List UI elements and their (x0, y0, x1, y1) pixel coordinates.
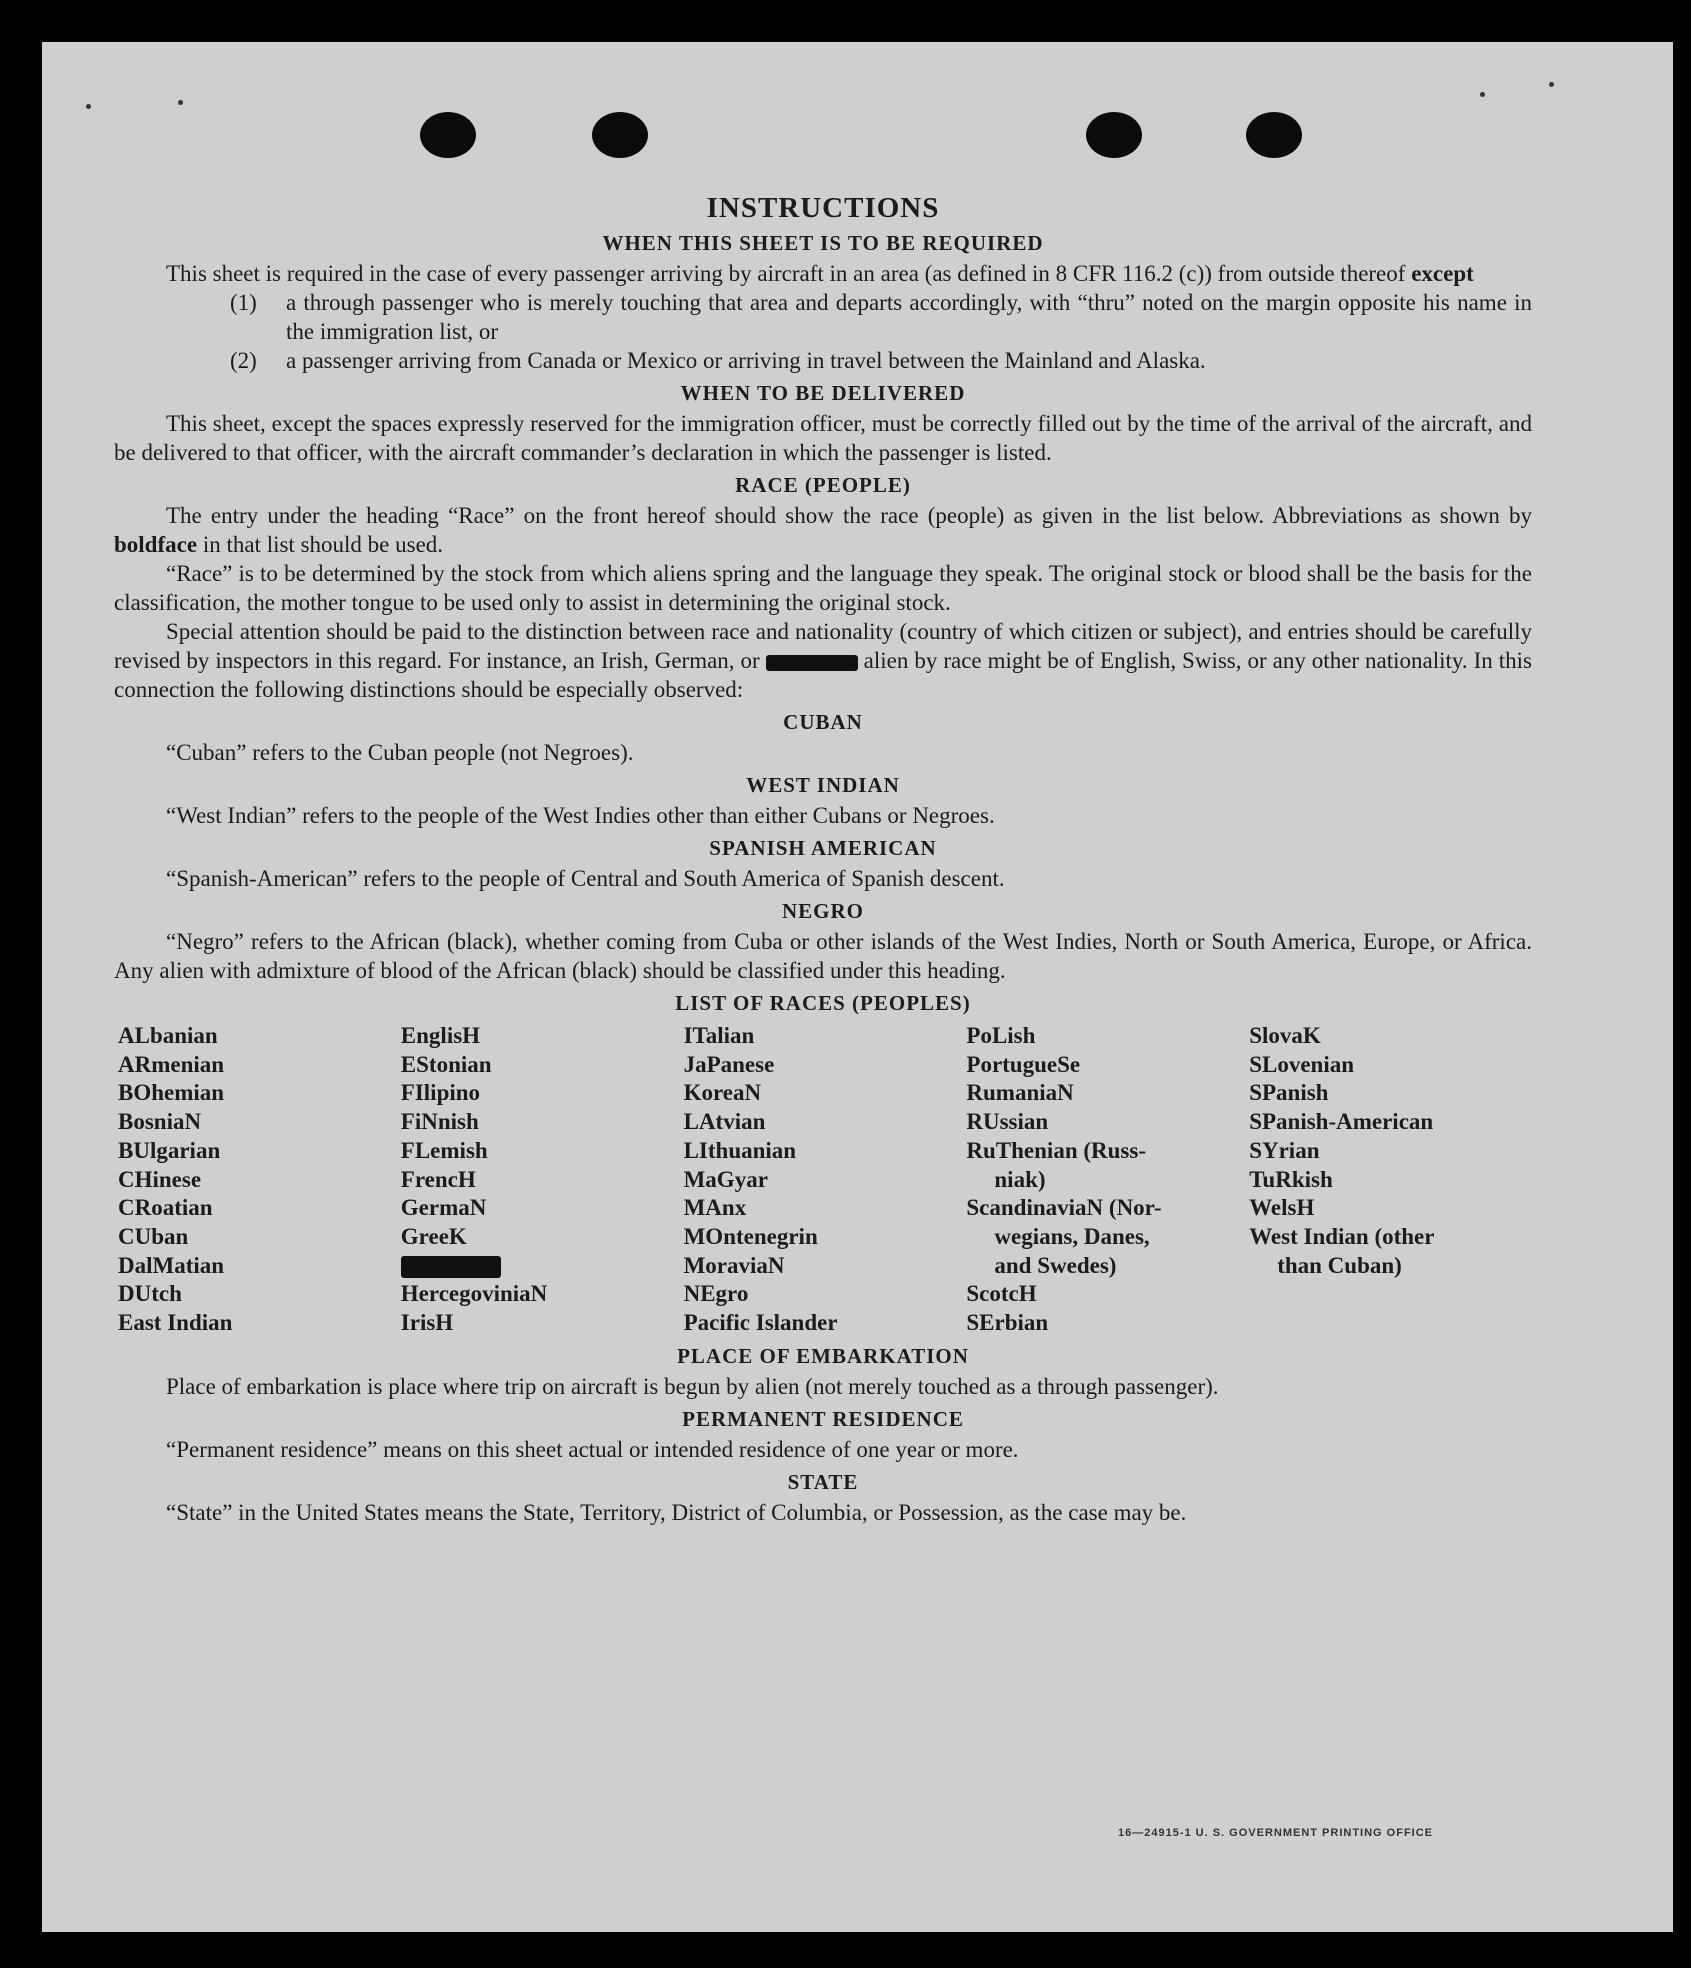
race-entry: EnglisH (400, 1023, 481, 1048)
item-number: (2) (230, 348, 257, 373)
race-entry: BosniaN (118, 1109, 202, 1135)
heading-negro: NEGRO (781, 899, 864, 923)
race-paragraph-1 (114, 501, 1532, 559)
except-bold: except (1411, 261, 1474, 286)
instructions-body (114, 192, 1532, 1527)
west-indian-paragraph: “West Indian” refers to the people of the West Indies other than either Cubans or Negroes. (166, 803, 995, 828)
punch-hole (420, 112, 476, 158)
race-entry: BOhemian (118, 1080, 225, 1106)
race-entry: LIthuanian (683, 1137, 797, 1163)
race-entry: RUssian (966, 1109, 1049, 1135)
document-sheet (42, 42, 1673, 1932)
printer-imprint: 16—24915-1 U. S. GOVERNMENT PRINTING OFFICE (1118, 1827, 1434, 1839)
punch-hole (592, 112, 648, 158)
race-entry: GreeK (400, 1223, 467, 1249)
race-entry: wegians, Danes, (994, 1223, 1150, 1249)
race-paragraph-3 (114, 617, 1532, 704)
race-entry: MaGyar (683, 1166, 768, 1192)
race-entry: West Indian (other (1249, 1223, 1435, 1249)
page-title: INSTRUCTIONS (706, 192, 940, 224)
heading-spanish-american: SPANISH AMERICAN (709, 836, 937, 860)
race-entry: ScotcH (966, 1281, 1037, 1307)
race-entry: ALbanian (118, 1023, 218, 1048)
race-entry: KoreaN (683, 1080, 762, 1106)
heading-race: RACE (PEOPLE) (735, 473, 911, 497)
item-text: a passenger arriving from Canada or Mexico or arriving in travel between the Mainland and Alaska. (286, 348, 1206, 373)
races-column-1 (118, 1022, 401, 1338)
race-entry: SlovaK (1249, 1023, 1321, 1048)
race-entry: MAnx (683, 1195, 747, 1221)
heading-west-indian: WEST INDIAN (746, 773, 900, 797)
races-column-4 (966, 1022, 1249, 1338)
required-text: This sheet is required in the case of every passenger arriving by aircraft in an area (as defined in 8 CFR 116.2 (c)) from outside thereof (166, 261, 1406, 286)
race-entry: EStonian (400, 1051, 492, 1077)
speck (178, 100, 183, 105)
race-entry: LAtvian (683, 1109, 766, 1135)
race-entry: RumaniaN (966, 1080, 1074, 1106)
negro-paragraph: “Negro” refers to the African (black), whether coming from Cuba or other islands of the West Indies, North or South America, Europe, or Africa. Any alien with admixture of blood of the African (black) should be classified under this heading. (114, 929, 1532, 983)
race-entry: MoraviaN (683, 1252, 785, 1278)
list-item (230, 346, 1532, 375)
embarkation-paragraph: Place of embarkation is place where trip on aircraft is begun by alien (not merely touched as a through passenger). (166, 1373, 1219, 1399)
speck (86, 104, 91, 109)
delivered-paragraph: This sheet, except the spaces expressly reserved for the immigration officer, must be correctly filled out by the time of the arrival of the aircraft, and be delivered to that officer, with the aircraft commander’s declaration in which the passenger is listed. (114, 411, 1532, 465)
punch-hole (1086, 112, 1142, 158)
race-entry: TuRkish (1249, 1166, 1333, 1192)
race-entry: SLovenian (1249, 1051, 1355, 1077)
race-entry: ARmenian (118, 1051, 225, 1077)
state-paragraph: “State” in the United States means the State, Territory, District of Columbia, or Possession, as the case may be. (166, 1499, 1187, 1525)
race-entry: niak) (994, 1166, 1046, 1192)
heading-cuban: CUBAN (783, 710, 863, 734)
residence-paragraph: “Permanent residence” means on this sheet actual or intended residence of one year or more. (166, 1436, 1019, 1462)
race-entry: DUtch (118, 1281, 182, 1307)
race-entry: East Indian (118, 1310, 233, 1336)
race-paragraph-2: “Race” is to be determined by the stock from which aliens spring and the language they speak. The original stock or blood shall be the basis for the classification, the mother tongue to be used only to assist in determining the original stock. (114, 561, 1532, 615)
race-entry: ScandinaviaN (Nor- (966, 1195, 1162, 1221)
race-entry: Pacific Islander (683, 1310, 838, 1336)
required-paragraph (114, 259, 1532, 288)
race-entry: FrencH (400, 1166, 476, 1192)
race-entry: JaPanese (683, 1051, 775, 1077)
punch-hole (1246, 112, 1302, 158)
races-column-2 (401, 1022, 684, 1338)
race-text: alien by race might be of English, Swiss, or any other nationality. In this connection the following distinctions should be especially observed: (114, 648, 1533, 702)
heading-permanent-residence: PERMANENT RESIDENCE (682, 1406, 964, 1431)
race-entry: CRoatian (118, 1195, 213, 1221)
race-entry: BUlgarian (118, 1137, 221, 1163)
race-entry: SErbian (966, 1310, 1049, 1336)
heading-list-of-races: LIST OF RACES (PEOPLES) (675, 991, 971, 1015)
race-entry: SPanish-American (1249, 1109, 1434, 1135)
race-entry: DalMatian (118, 1252, 225, 1278)
race-text: The entry under the heading “Race” on the front hereof should show the race (people) as given in the list below. Abbreviations as shown by (166, 503, 1532, 528)
race-entry: CHinese (118, 1166, 202, 1192)
heading-when-required: WHEN THIS SHEET IS TO BE REQUIRED (602, 231, 1044, 255)
list-item (230, 288, 1532, 346)
race-entry: FiNnish (400, 1109, 479, 1135)
races-column-5 (1249, 1022, 1532, 1338)
redaction-mark (401, 1256, 501, 1278)
boldface-word: boldface (114, 532, 198, 557)
heading-when-delivered: WHEN TO BE DELIVERED (680, 381, 966, 405)
race-entry: than Cuban) (1277, 1252, 1402, 1278)
races-column-3 (684, 1022, 967, 1338)
item-text: a through passenger who is merely touching that area and departs accordingly, with “thru” noted on the margin opposite his name in the immigration list, or (286, 290, 1532, 344)
redaction-mark (766, 655, 858, 671)
race-entry: FIlipino (400, 1080, 481, 1106)
speck (1549, 82, 1554, 87)
race-entry: NEgro (683, 1281, 749, 1307)
race-text: Special attention should be paid to the distinction between race and nationality (country of which citizen or subject), and entries should be carefully revised by inspectors in this regard. For instance, an Irish, German, or (114, 619, 1532, 673)
race-entry: GermaN (400, 1195, 487, 1221)
races-list (118, 1022, 1532, 1338)
speck (1480, 92, 1485, 97)
item-number: (1) (230, 290, 257, 315)
race-entry: MOntenegrin (683, 1223, 818, 1249)
race-entry: IrisH (400, 1310, 454, 1336)
race-entry-redacted (401, 1252, 684, 1281)
race-entry: PortugueSe (966, 1051, 1081, 1077)
race-entry: ITalian (683, 1023, 755, 1048)
race-entry: and Swedes) (994, 1252, 1117, 1278)
race-entry: HercegoviniaN (400, 1281, 548, 1307)
race-entry: CUban (118, 1223, 189, 1249)
race-entry: WelsH (1249, 1195, 1315, 1221)
heading-embarkation: PLACE OF EMBARKATION (677, 1343, 969, 1368)
cuban-paragraph: “Cuban” refers to the Cuban people (not Negroes). (166, 740, 634, 765)
race-entry: RuThenian (Russ- (966, 1137, 1146, 1163)
race-entry: FLemish (400, 1137, 488, 1163)
spanish-american-paragraph: “Spanish-American” refers to the people of Central and South America of Spanish descent. (166, 866, 1005, 891)
race-entry: SPanish (1249, 1080, 1329, 1106)
race-text: in that list should be used. (202, 532, 444, 557)
race-entry: PoLish (966, 1023, 1036, 1048)
heading-state: STATE (787, 1469, 859, 1494)
race-entry: SYrian (1249, 1137, 1320, 1163)
